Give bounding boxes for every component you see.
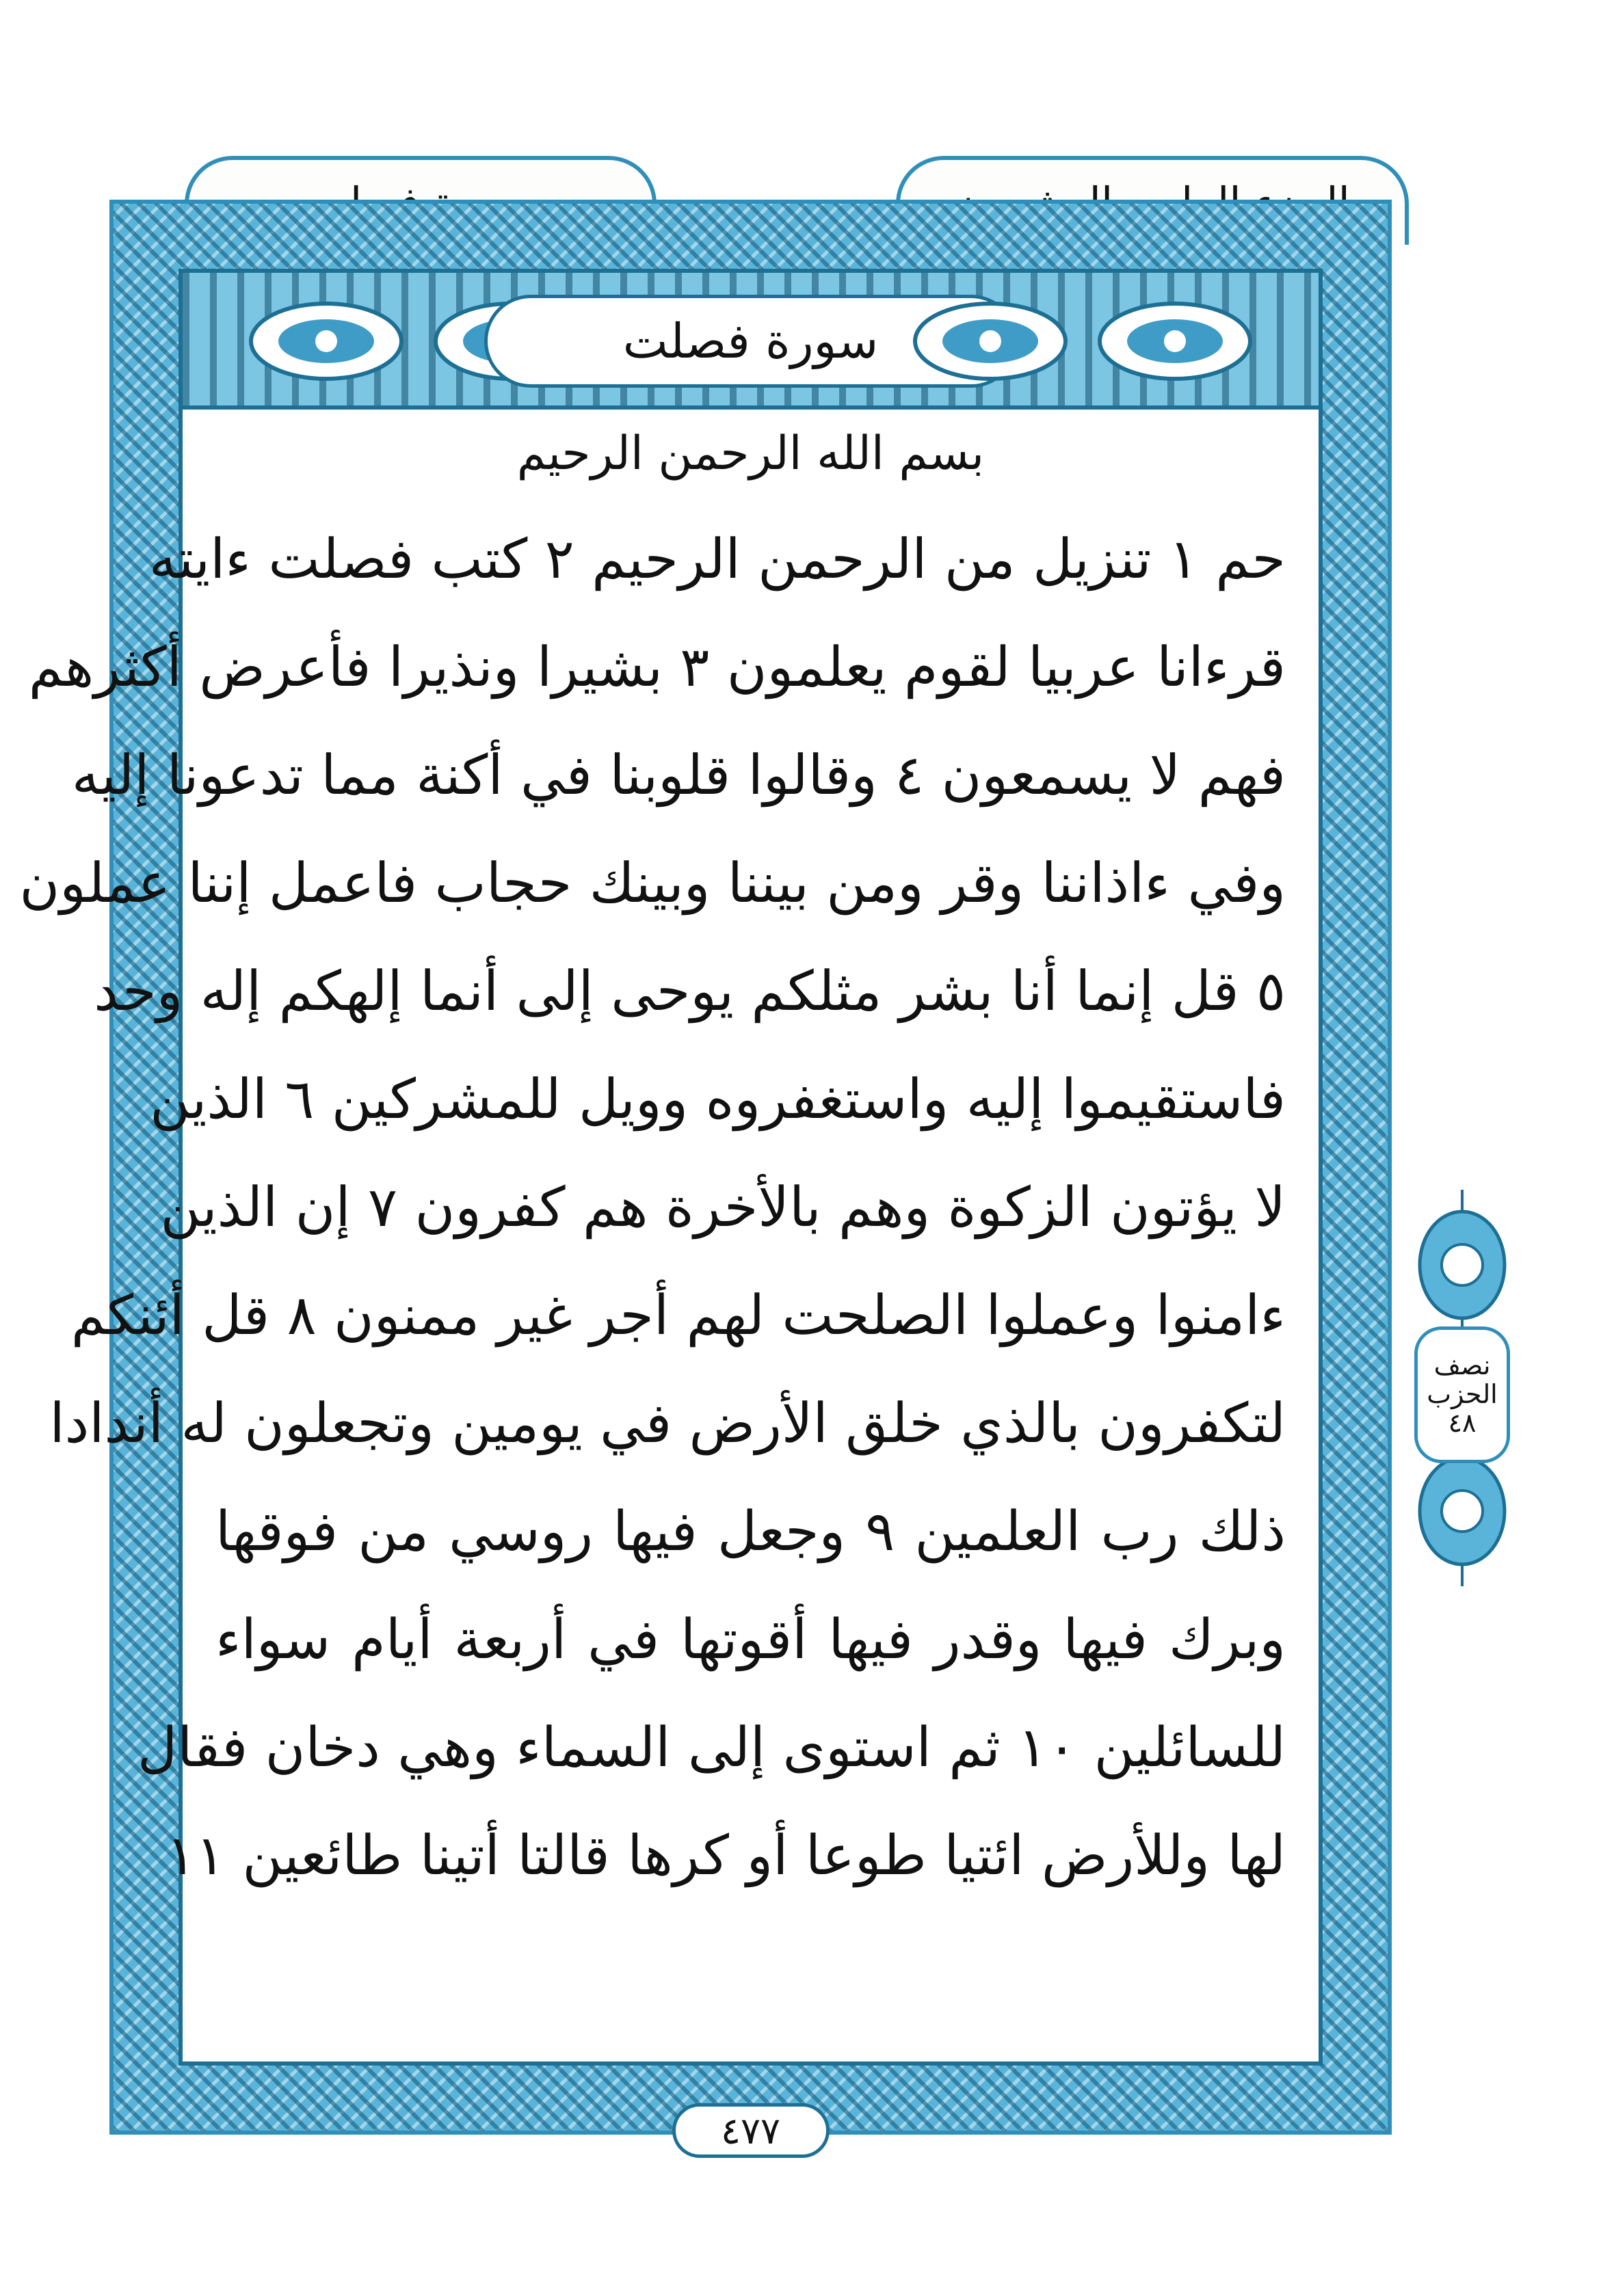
hizb-marker [1401,1190,1524,1586]
hizb-label-line1: نصف [1433,1350,1491,1381]
basmala: بسم الله الرحمن الرحيم [516,427,985,481]
ornament-icon [1093,293,1257,389]
page-number [672,2103,830,2158]
verse-line: فاستقيموا إليه واستغفروه وويل للمشركين ٦ الذين [150,1067,1286,1131]
verse-line: لتكفرون بالذي خلق الأرض في يومين وتجعلون له أندادا [49,1391,1286,1455]
verse-line: فهم لا يسمعون ٤ وقالوا قلوبنا في أكنة مما تدعونا إليه [71,743,1286,807]
verse-line: ذلك رب العلمين ٩ وجعل فيها روسي من فوقها [215,1499,1286,1563]
page-number-text: ٤٧٧ [720,2109,780,2152]
verse-line: قرءانا عربيا لقوم يعلمون ٣ بشيرا ونذيرا فأعرض أكثرهم [28,635,1286,699]
text-area [19,269,1323,2066]
ornament-icon [244,293,408,389]
verse-line: للسائلين ١٠ ثم استوى إلى السماء وهي دخان فقال [137,1716,1286,1779]
hizb-label-line2: الحزب [1427,1379,1498,1410]
hizb-label [1414,1326,1510,1463]
verse-line: حم ١ تنزيل من الرحمن الرحيم ٢ كتب فصلت ءايته [148,527,1286,591]
verse-line: لا يؤتون الزكوة وهم بالأخرة هم كفرون ٧ إن الذين [160,1175,1286,1239]
verse-text-block [19,505,1286,1910]
ornament-icon [908,293,1072,389]
surah-title-band [183,273,1319,410]
hizb-number: ٤٨ [1448,1407,1477,1438]
verse-line: وبرك فيها وقدر فيها أقوتها في أربعة أيام سواء [215,1607,1286,1671]
verse-line: ٥ قل إنما أنا بشر مثلكم يوحى إلى أنما إلهكم إله وحد [94,959,1286,1023]
verse-line: ءامنوا وعملوا الصلحت لهم أجر غير ممنون ٨ قل أئنكم [70,1283,1286,1347]
surah-title-text: سورة فصلت [622,313,879,369]
verse-line: لها وللأرض ائتيا طوعا أو كرها قالتا أتينا طائعين ١١ [166,1824,1286,1887]
verse-line: وفي ءاذاننا وقر ومن بيننا وبينك حجاب فاعمل إننا عملون [19,851,1286,915]
page-frame [19,200,1392,2152]
